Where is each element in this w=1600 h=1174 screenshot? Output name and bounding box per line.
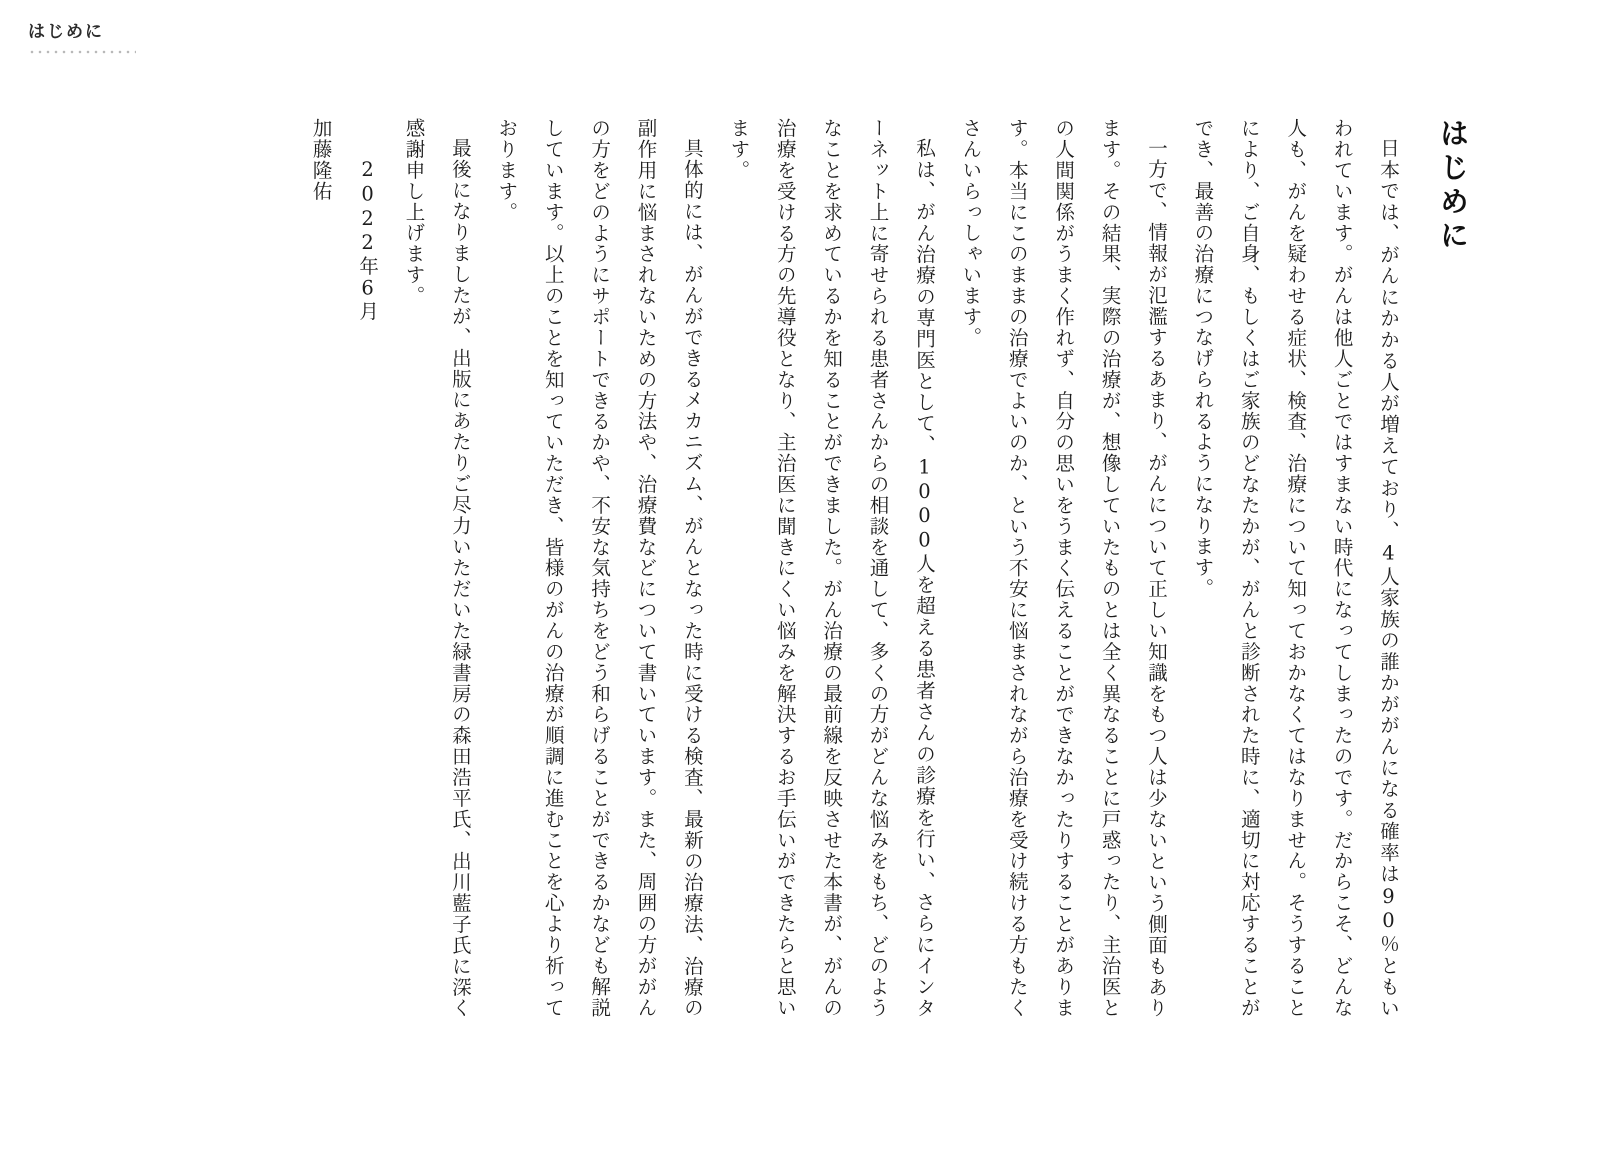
paragraph: 一方で、情報が氾濫するあまり、がんについて正しい知識をもつ人は少ないという側面もあります。その結果、実際の治療が、想像していたものとは全く異なることに戸惑ったり、主治医との人間関係がうまく作れず、自分の思いをうまく伝えることができなかったりすることがあります。本当にこのままの治療でよいのか、という不安に悩まされながら治療を受け続ける方もたくさんいらっしゃいます。 bbox=[959, 118, 1168, 1018]
signature-author-name: 加藤隆佑 bbox=[309, 118, 333, 202]
running-header bbox=[28, 22, 228, 54]
running-header-label: はじめに bbox=[28, 22, 104, 42]
page-title: はじめに bbox=[1436, 118, 1470, 254]
paragraph: 最後になりましたが、出版にあたりご尽力いただいた緑書房の森田浩平氏、出川藍子氏に深く感謝申し上げます。 bbox=[402, 118, 472, 1018]
signature-block bbox=[344, 118, 390, 1018]
signature-date: 2022年6月 bbox=[356, 158, 380, 322]
dotted-rule-divider bbox=[28, 50, 136, 54]
signature-name-block bbox=[297, 118, 343, 1018]
preface-text-block bbox=[297, 118, 1411, 1018]
paragraph: 具体的には、がんができるメカニズム、がんとなった時に受ける検査、最新の治療法、治療の副作用に悩まされないための方法や、治療費などについて書いています。また、周囲の方ががんの方をどのようにサポートできるかや、不安な気持ちをどう和らげることができるかなども解説しています。以上のことを知っていただき、皆様のがんの治療が順調に進むことを心より祈っております。 bbox=[495, 118, 704, 1018]
paragraph: 日本では、がんにかかる人が増えており、4人家族の誰かががんになる確率は90％ともいわれています。がんは他人ごとではすまない時代になってしまったのです。だからこそ、どんな人も、がんを疑わせる症状、検査、治療について知っておかなくてはなりません。そうすることにより、ご自身、もしくはご家族のどなたかが、がんと診断された時に、適切に対応することができ、最善の治療につなげられるようになります。 bbox=[1191, 118, 1400, 1018]
page-body bbox=[120, 118, 1480, 1058]
paragraph: 私は、がん治療の専門医として、1000人を超える患者さんの診療を行い、さらにインターネット上に寄せられる患者さんからの相談を通して、多くの方がどんな悩みをもち、どのようなことを求めているかを知ることができました。がん治療の最前線を反映させた本書が、がんの治療を受ける方の先導役となり、主治医に聞きにくい悩みを解決するお手伝いができたらと思います。 bbox=[727, 118, 936, 1018]
